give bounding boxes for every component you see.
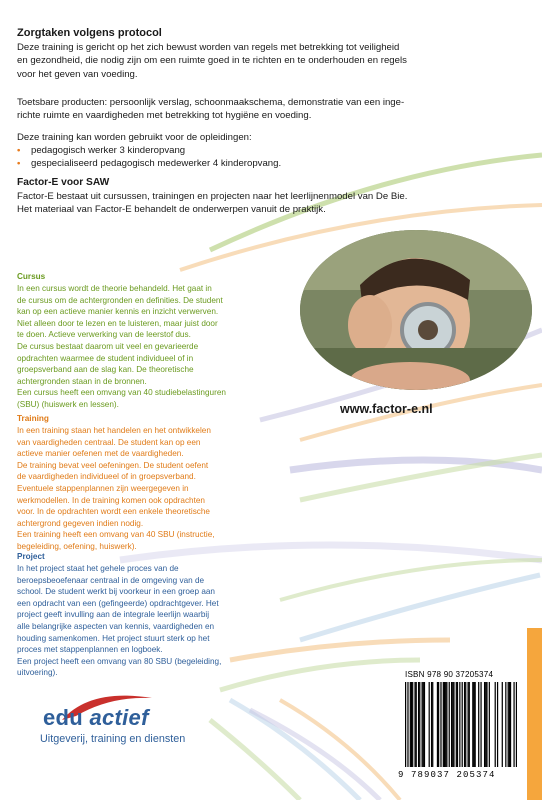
barcode-bar	[443, 682, 444, 767]
barcode-bar	[446, 682, 447, 767]
child-magnifying-glass-photo	[300, 230, 532, 390]
barcode-bar	[509, 682, 510, 767]
barcode-bar	[407, 682, 408, 767]
barcode-bar	[502, 682, 503, 767]
cursus-text: In een cursus wordt de theorie behandeld. Het gaat in de cursus om de achtergronden en definities. De student kan op een actieve manier kennis en inzicht verwerven. Niet alleen door te lezen en te luisteren, maar juist door te doen. Actieve verwerking van de leerstof dus. De cursus bestaat daarom uit veel en gevarieerde opdrachten waarmee de student individueel of in groepsverband aan de slag kan. De theoretische achtergronden staan in de bronnen. Een cursus heeft een omvang van 40 studiebelastinguren (SBU) (huiswerk en lessen).	[17, 284, 226, 409]
barcode-bar	[419, 682, 420, 767]
barcode-bar	[459, 682, 460, 767]
barcode-bar	[445, 682, 446, 767]
bullet-icon: •	[17, 145, 21, 156]
barcode-bar	[486, 682, 487, 767]
barcode-bar	[456, 682, 457, 767]
side-tab	[527, 628, 542, 800]
training-text: In een training staan het handelen en het ontwikkelen van vaardigheden centraal. De student kan op een actieve manier oefenen met de vaardigheden. De training bevat veel oefeningen. De student oefent de vaardigheden individueel of in groepsverband. Eventuele stappenplannen zijn weergegeven in werkmodellen. In de training komen ook opdrachten voor. In de opdrachten wordt een enkele theoretische achtergrond gegeven indien nodig. Een training heeft een omvang van 40 SBU (instructie, begeleiding, oefening, huiswerk).	[17, 426, 215, 551]
barcode-bar	[489, 682, 490, 767]
bullet-icon: •	[17, 158, 21, 170]
isbn-barcode-icon	[405, 682, 517, 767]
barcode-bar	[405, 682, 406, 767]
barcode-bar	[516, 682, 517, 767]
education-list	[17, 144, 281, 171]
barcode-bar	[475, 682, 476, 767]
barcode-number: 9 789037 205374	[398, 770, 496, 780]
photo-icon	[300, 230, 532, 390]
page-title: Zorgtaken volgens protocol	[17, 27, 162, 39]
barcode-bar	[412, 682, 413, 767]
barcode-bar	[410, 682, 411, 767]
barcode-bar	[431, 682, 432, 767]
barcode-bar	[513, 682, 514, 767]
barcode-bar	[437, 682, 438, 767]
barcode-bar	[508, 682, 509, 767]
barcode-bar	[424, 682, 425, 767]
barcode-bar	[452, 682, 453, 767]
barcode-bar	[469, 682, 470, 767]
barcode-bar	[444, 682, 445, 767]
barcode-bar	[497, 682, 498, 767]
barcode-bar	[438, 682, 439, 767]
barcode-bar	[418, 682, 419, 767]
isbn-label: ISBN 978 90 37205374	[405, 670, 494, 679]
training-usage-text: Deze training kan worden gebruikt voor de opleidingen:	[17, 132, 252, 143]
cursus-heading: Cursus	[17, 272, 46, 281]
deliverables-text: Toetsbare producten: persoonlijk verslag, schoonmaakschema, demonstratie van een inge- richte ruimte en vaardigheden met betrekking tot hygiëne en voeding.	[17, 97, 405, 122]
list-item: • gespecialiseerd pedagogisch medewerker 4 kinderopvang.	[17, 158, 282, 170]
barcode-bar	[505, 682, 506, 767]
factor-e-title: Factor-E voor SAW	[17, 177, 110, 188]
website-url[interactable]: www.factor-e.nl	[340, 402, 433, 416]
barcode-bar	[465, 682, 466, 767]
barcode-bar	[495, 682, 496, 767]
barcode-bar	[457, 682, 458, 767]
barcode-bar	[429, 682, 430, 767]
barcode-bar	[451, 682, 452, 767]
barcode-bar	[464, 682, 465, 767]
training-heading: Training	[17, 414, 49, 423]
factor-e-description: Factor-E bestaat uit cursussen, trainingen en projecten naar het leerlijnenmodel van De Bie. Het materiaal van Factor-E behandelt de onderwerpen vanuit de praktijk.	[17, 191, 408, 216]
intro-text: Deze training is gericht op het zich bewust worden van regels met betrekking tot veiligheid en gezondheid, die nodig zijn om een ruimte goed in te richten en te onderhouden en regels voor het geven van voeding.	[17, 42, 407, 80]
barcode-bar	[485, 682, 486, 767]
barcode-bar	[414, 682, 415, 767]
barcode-bar	[453, 682, 454, 767]
barcode-bar	[462, 682, 463, 767]
barcode-bar	[449, 682, 450, 767]
barcode-bar	[484, 682, 485, 767]
barcode-bar	[423, 682, 424, 767]
barcode-bar	[480, 682, 481, 767]
project-heading: Project	[17, 552, 45, 561]
barcode-bar	[440, 682, 441, 767]
barcode-bar	[432, 682, 433, 767]
barcode-bar	[467, 682, 468, 767]
publisher-tagline: Uitgeverij, training en diensten	[40, 733, 186, 745]
barcode-bar	[411, 682, 412, 767]
barcode-bar	[422, 682, 423, 767]
barcode-bar	[478, 682, 479, 767]
barcode-bar	[510, 682, 511, 767]
barcode-bar	[473, 682, 474, 767]
list-item: • pedagogisch werker 3 kinderopvang	[17, 145, 186, 156]
barcode-bar	[472, 682, 473, 767]
barcode-bar	[416, 682, 417, 767]
publisher-logo: edu actief	[43, 705, 149, 730]
project-text: In het project staat het gehele proces van de beroepsbeoefenaar centraal in de omgeving van de school. De student werkt bij voorkeur in een groep aan een opdracht van een (gefingeerde) opdrachtgever. Het project geeft invulling aan de integrale leerlijn waarbij alle belangrijke aspecten van kennis, vaardigheden en houding samenkomen. Het project stuurt sterk op het proces met stappenplannen en logboek. Een project heeft een omvang van 80 SBU (begeleiding, uitvoering).	[17, 564, 222, 678]
